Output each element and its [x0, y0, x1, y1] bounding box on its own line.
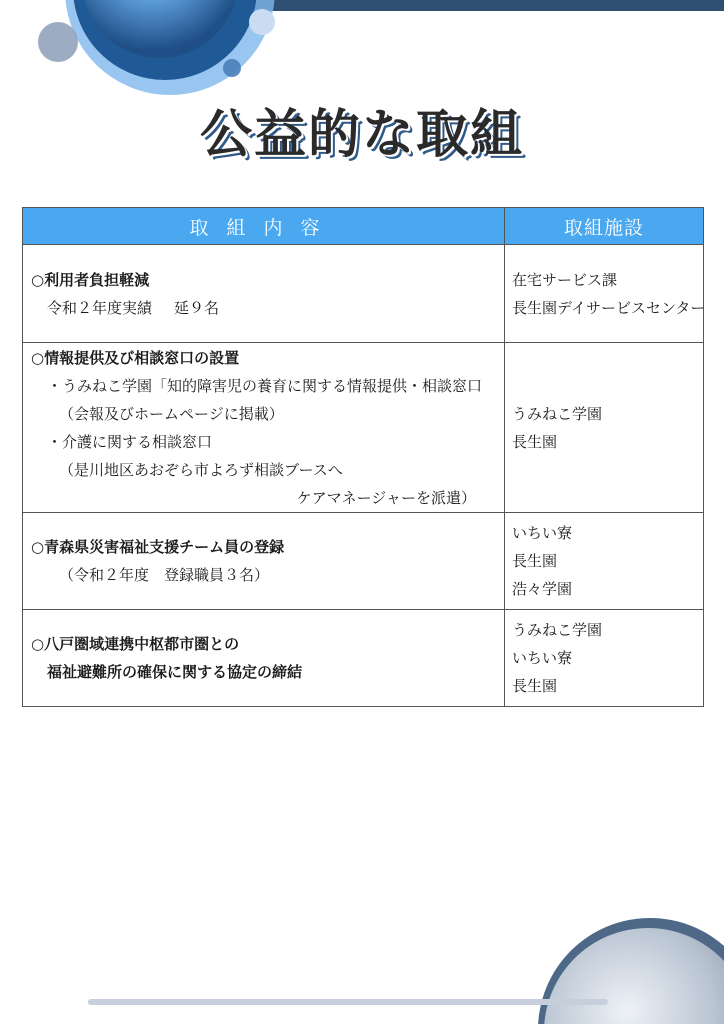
row-detail: ・介護に関する相談窓口 — [47, 432, 213, 451]
facility-item: 長生園 — [512, 432, 558, 451]
row-content — [23, 610, 505, 707]
row-facilities — [505, 343, 704, 513]
facility-item: うみねこ学園 — [512, 404, 603, 423]
table-row — [23, 513, 704, 610]
table-row — [23, 245, 704, 343]
detail-year: 令和２年度実績 — [47, 298, 153, 317]
row-heading-continued: 福祉避難所の確保に関する協定の締結 — [47, 663, 303, 681]
facility-item: 在宅サービス課 — [512, 270, 618, 289]
row-content — [23, 513, 505, 610]
row-facilities — [505, 513, 704, 610]
decorative-circle-bottom-right — [520, 910, 724, 1024]
row-detail: （是川地区あおぞら市よろず相談ブースへ — [59, 460, 343, 479]
facility-item: 長生園 — [512, 552, 558, 570]
facility-item: 長生園デイサービスセンター — [512, 298, 706, 317]
initiatives-table — [22, 207, 704, 707]
row-heading: ○青森県災害福祉支援チーム員の登録 — [31, 538, 285, 556]
bottom-accent-line — [88, 999, 608, 1005]
facility-item: 浩々学園 — [512, 580, 573, 598]
detail-count: 延９名 — [174, 298, 220, 317]
row-heading: ○利用者負担軽減 — [31, 270, 150, 289]
facility-item: いちい寮 — [512, 649, 573, 667]
table-row — [23, 343, 704, 513]
row-detail: ・うみねこ学園「知的障害児の養育に関する情報提供・相談窓口 — [47, 376, 483, 395]
row-content — [23, 245, 505, 343]
facility-item: いちい寮 — [512, 524, 573, 542]
row-detail — [31, 294, 504, 322]
page-title: 公益的な取組 — [199, 105, 524, 165]
table-header-row — [23, 208, 704, 245]
header-facility: 取組施設 — [505, 208, 704, 245]
row-detail: ケアマネージャーを派遣） — [296, 488, 476, 507]
row-detail: （令和２年度 登録職員３名） — [59, 566, 270, 584]
header-content: 取組内容 — [23, 208, 505, 245]
facility-item: 長生園 — [512, 677, 558, 695]
row-heading: ○八戸圏域連携中枢都市圏との — [31, 635, 240, 653]
facility-item: うみねこ学園 — [512, 621, 603, 639]
row-heading: ○情報提供及び相談窓口の設置 — [31, 348, 240, 367]
table-row — [23, 610, 704, 707]
row-facilities — [505, 245, 704, 343]
row-content — [23, 343, 505, 513]
row-detail: （会報及びホームページに掲載） — [59, 404, 284, 423]
row-facilities — [505, 610, 704, 707]
